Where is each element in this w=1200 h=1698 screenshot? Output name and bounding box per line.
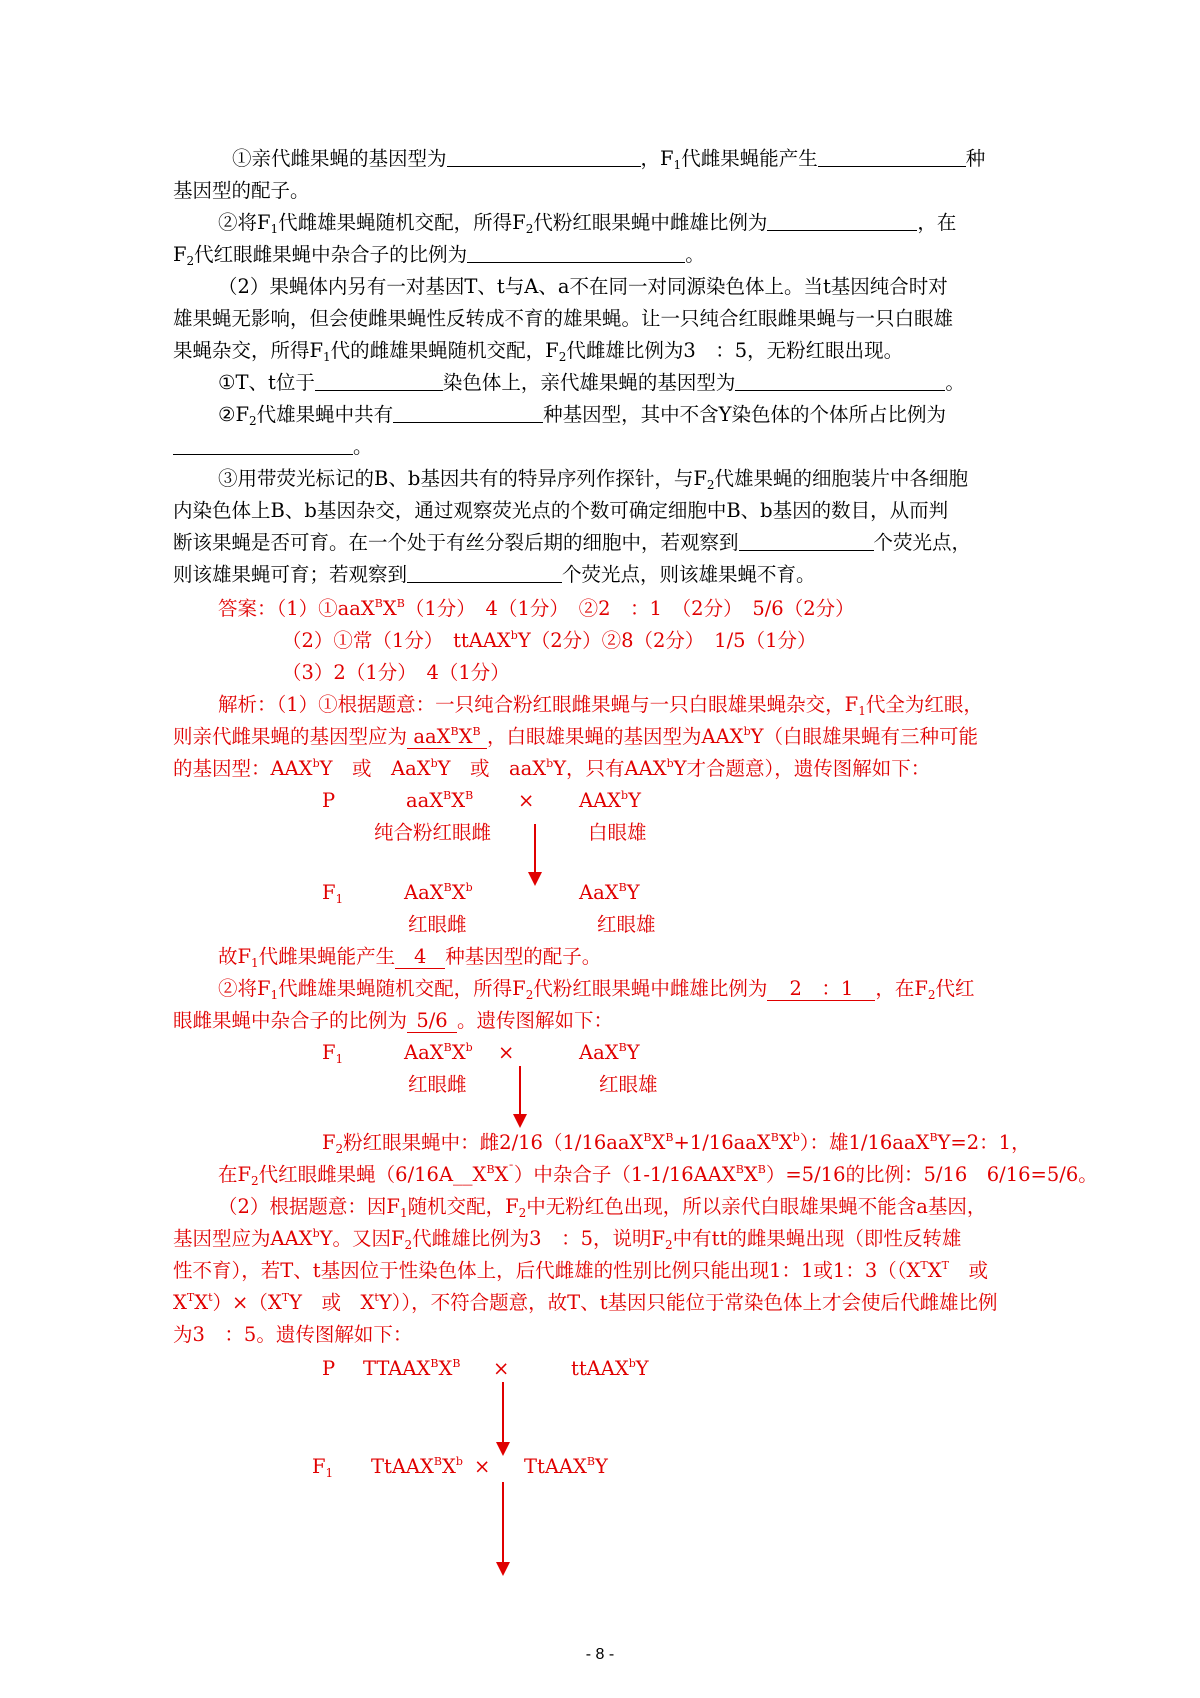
analysis-heterozygote-line: 在$F_2$代红眼雌果蝇$(6/16A\_\_X^BX^¯)$中杂合子$(1-1/16AAX^BX^B)=5/16$的比例：5/16 6/16=5/6。 — [218, 1163, 1098, 1188]
diagram1-arrow — [534, 824, 536, 874]
diagram1-female: $aaX^BX^B$ — [406, 789, 474, 812]
diagram1-offspring-female-label: 红眼雌 — [408, 913, 467, 936]
q2-line-2: 雄果蝇无影响，但会使雌果蝇性反转成不育的雄果蝇。让一只纯合红眼雌果蝇与一只白眼雄 — [173, 307, 954, 330]
diagram3-male: ttAAX$^b$Y — [571, 1357, 649, 1380]
diagram1-p-label: P — [322, 789, 336, 812]
diagram4-male: TtAAX$^B$Y — [524, 1455, 608, 1478]
diagram1-offspring-male-label: 红眼雄 — [597, 913, 656, 936]
analysis-conclusion-2: ②将$F_1$代雌雄果蝇随机交配，所得$F_2$代粉红眼果蝇中雌雄比例为 2 ：1 ，在$F_2$代红 — [218, 977, 975, 1002]
answer-line-1: 答案：$(1)①aaX^BX^B(1$分） 4（1分） ②2 ：1 （2分） 5/6（2分） — [218, 597, 855, 620]
analysis2-line-3: 性不育），若T、t基因位于性染色体上，后代雌雄的性别比例只能出现1：1或1：$3((X^TX^T$ 或 — [173, 1259, 988, 1282]
answer-line-2: （2）①常（1分） ttAAX$^b$Y（2分）②8（2分） 1/5（1分） — [282, 629, 817, 652]
diagram3-p-label: P — [322, 1357, 336, 1380]
diagram1-male: AAX$^b$Y — [579, 789, 641, 812]
diagram1-offspring-female: $AaX^BX^b$ — [404, 881, 473, 904]
q2-line-4: ①T、t位于 染色体上，亲代雄果蝇的基因型为 。 — [218, 371, 965, 394]
diagram1-f1-label: $F_1$ — [322, 881, 344, 906]
analysis-f2-line: $F_2$粉红眼果蝇中：雌$2/16(1/16aaX^BX^B+1/16aaX^BX^b)$：雄1/16aaX$^B$Y=2：1， — [322, 1131, 1031, 1156]
diagram1-offspring-male: AaX$^B$Y — [579, 881, 640, 904]
q1-line-4: $F_2$代红眼雌果蝇中杂合子的比例为 。 — [173, 243, 705, 268]
diagram1-female-label: 纯合粉红眼雌 — [374, 821, 492, 844]
page-number: - 8 - — [585, 1646, 615, 1663]
q1-line-1: ①亲代雌果蝇的基因型为 ，$F_1$代雌果蝇能产生 种 — [232, 147, 986, 172]
diagram1-male-label: 白眼雄 — [588, 821, 647, 844]
q1-line-2: 基因型的配子。 — [173, 179, 310, 202]
q2-line-8: 内染色体上B、b基因杂交，通过观察荧光点的个数可确定细胞中B、b基因的数目，从而判 — [173, 499, 949, 522]
q1-line-3: ②将$F_1$代雌雄果蝇随机交配，所得$F_2$代粉红眼果蝇中雌雄比例为 ，在 — [218, 211, 957, 236]
q2-line-9: 断该果蝇是否可育。在一个处于有丝分裂后期的细胞中，若观察到 个荧光点， — [173, 531, 972, 554]
diagram4-female: $TtAAX^BX^b$ — [371, 1455, 463, 1478]
diagram4-f1-label: $F_1$ — [312, 1455, 334, 1480]
diagram3-cross: × — [493, 1357, 510, 1380]
q2-line-3: 果蝇杂交，所得$F_1$代的雌雄果蝇随机交配，$F_2$代雌雄比例为3 ：5，无粉红眼出现。 — [173, 339, 904, 364]
q2-line-5: $②F_2$代雄果蝇中共有 种基因型，其中不含Y染色体的个体所占比例为 — [218, 403, 947, 428]
diagram2-f1-label: $F_1$ — [322, 1041, 344, 1066]
q2-line-6: 。 — [173, 434, 373, 460]
diagram4-cross: × — [474, 1455, 491, 1478]
analysis2-line-1: （2）根据题意：因$F_1$随机交配，$F_2$中无粉红色出现，所以亲代白眼雄果蝇不能含a基因， — [218, 1195, 987, 1220]
diagram2-male-label: 红眼雄 — [599, 1073, 658, 1096]
diagram2-female-label: 红眼雌 — [408, 1073, 467, 1096]
analysis-line-2: 则亲代雌果蝇的基因型应为 $aaX^BX^B$ ，白眼雄果蝇的基因型为AAX$^b$Y（白眼雄果蝇有三种可能 — [173, 725, 978, 748]
diagram3-female: $TTAAX^BX^B$ — [363, 1357, 461, 1380]
diagram2-arrow — [519, 1066, 521, 1116]
diagram1-cross: × — [518, 789, 535, 812]
analysis-conclusion-1: 故$F_1$代雌果蝇能产生 4 种基因型的配子。 — [218, 945, 602, 970]
q2-line-10: 则该雄果蝇可育；若观察到 个荧光点，则该雄果蝇不育。 — [173, 563, 816, 586]
analysis-line-3: 的基因型：AAX$^b$Y 或 AaX$^b$Y 或 aaX$^b$Y，只有AAX$^b$Y才合题意），遗传图解如下： — [173, 757, 931, 780]
analysis-conclusion-3: 眼雌果蝇中杂合子的比例为 5/6 。遗传图解如下： — [173, 1009, 614, 1032]
diagram4-arrow — [502, 1482, 504, 1564]
diagram2-cross: × — [498, 1041, 515, 1064]
answer-line-3: （3）2（1分） 4（1分） — [282, 661, 510, 684]
analysis2-line-5: 为3 ：5。遗传图解如下： — [173, 1323, 413, 1346]
diagram2-male: AaX$^B$Y — [579, 1041, 640, 1064]
q2-line-7: ③用带荧光标记的B、b基因共有的特异序列作探针，与$F_2$代雄果蝇的细胞装片中各细胞 — [218, 467, 968, 492]
diagram3-arrow — [502, 1382, 504, 1444]
analysis-line-1: 解析：（1）①根据题意：一只纯合粉红眼雌果蝇与一只白眼雄果蝇杂交，$F_1$代全为红眼， — [218, 693, 983, 718]
analysis2-line-4: $X^TX^t)\times(X^TY$ 或 $X^tY$）），不符合题意，故T、t基因只能位于常染色体上才会使后代雌雄比例 — [173, 1291, 998, 1314]
q2-line-1: （2）果蝇体内另有一对基因T、t与A、a不在同一对同源染色体上。当t基因纯合时对 — [218, 275, 948, 298]
diagram2-female: $AaX^BX^b$ — [404, 1041, 473, 1064]
analysis2-line-2: 基因型应为AAX$^b$Y。又因$F_2$代雌雄比例为3 ：5，说明$F_2$中有tt的雌果蝇出现（即性反转雄 — [173, 1227, 962, 1252]
